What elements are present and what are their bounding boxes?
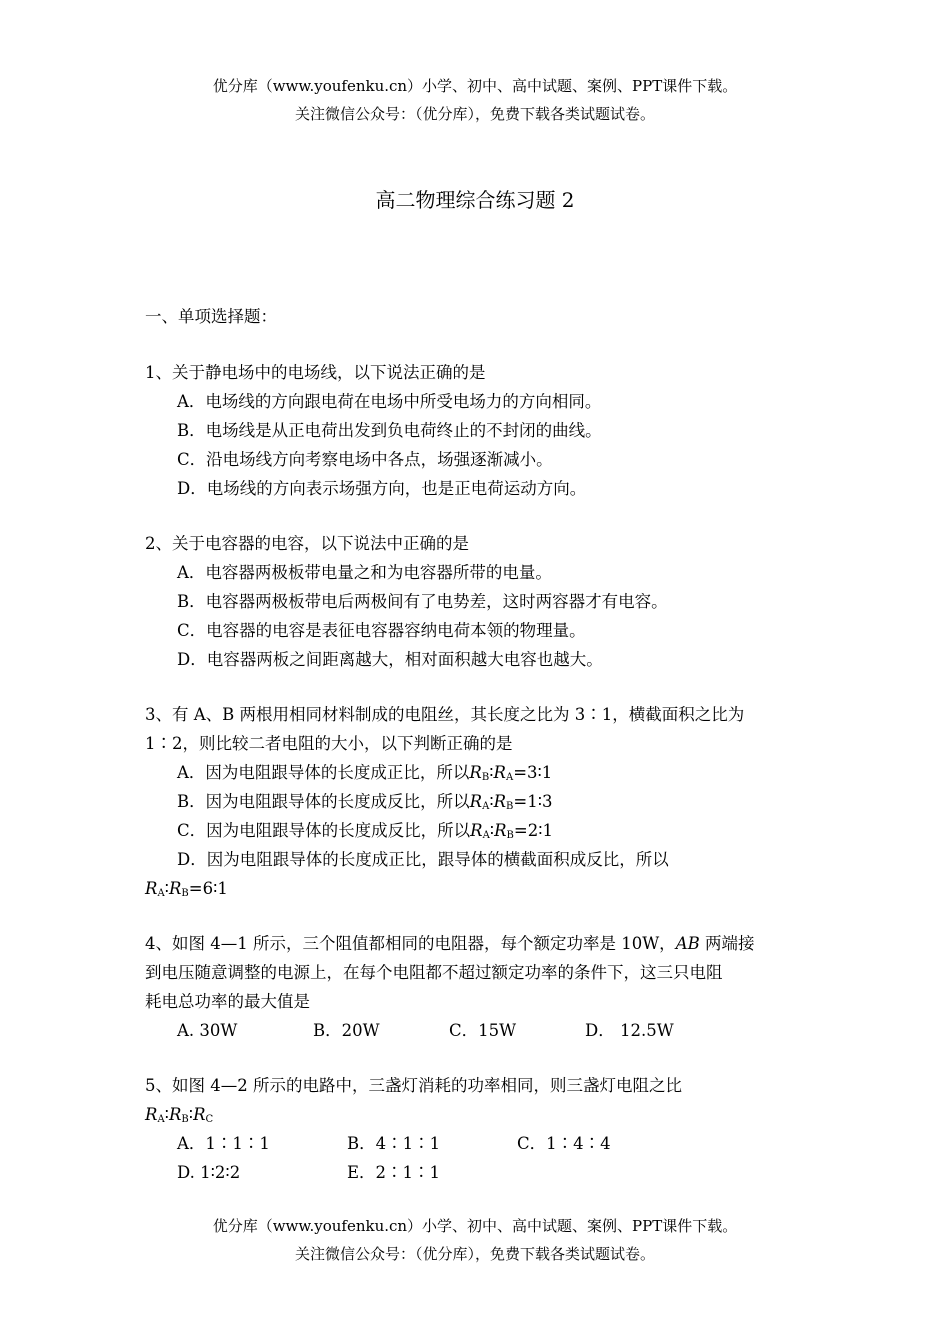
question-3: [145, 700, 815, 903]
option-b: [145, 787, 815, 816]
header-line-1: 优分库（www.youfenku.cn）小学、初中、高中试题、案例、PPT课件下载。: [212, 77, 738, 95]
option-d-ratio: $R_A∶R_B=6∶1$: [145, 879, 228, 899]
question-stem: 1、关于静电场中的电场线，以下说法正确的是: [145, 363, 486, 382]
option-d: D．因为电阻跟导体的长度成正比，跟导体的横截面积成反比，所以: [177, 850, 669, 869]
option-a: A. 30W: [177, 1021, 238, 1040]
option-c: C．电容器的电容是表征电容器容纳电荷本领的物理量。: [177, 621, 586, 640]
page-footer: [0, 1212, 950, 1268]
header-line-2: 关注微信公众号：（优分库），免费下载各类试题试卷。: [294, 105, 655, 123]
option-c: C．沿电场线方向考察电场中各点，场强逐渐减小。: [177, 450, 553, 469]
question-stem-line-1: 5、如图 4—2 所示的电路中，三盏灯消耗的功率相同，则三盏灯电阻之比: [145, 1076, 682, 1095]
option-text: B．因为电阻跟导体的长度成反比，所以: [177, 792, 470, 811]
option-a: A．电场线的方向跟电荷在电场中所受电场力的方向相同。: [177, 392, 602, 411]
option-b: B．20W: [313, 1021, 380, 1040]
options-row-2: [145, 1158, 815, 1187]
question-stem-line-2: 到电压随意调整的电源上，在每个电阻都不超过额定功率的条件下，这三只电阻: [145, 963, 723, 982]
option-e: E．2∶1∶1: [347, 1163, 441, 1182]
document-body: [145, 302, 815, 1213]
ratio-expression: $R_B∶R_A=3∶1$: [469, 763, 553, 783]
option-b: B．电场线是从正电荷出发到负电荷终止的不封闭的曲线。: [177, 421, 602, 440]
question-2: [145, 529, 815, 674]
question-stem-line-1: 4、如图 4—1 所示，三个阻值都相同的电阻器，每个额定功率是 10W，AB 两端接: [145, 934, 755, 953]
option-c: [145, 816, 815, 845]
option-d: D． 12.5W: [585, 1021, 674, 1040]
page-header: [0, 72, 950, 128]
option-d: D. 1∶2∶2: [177, 1163, 241, 1182]
option-d: D．电容器两板之间距离越大，相对面积越大电容也越大。: [177, 650, 603, 669]
option-c: C．1∶4∶4: [517, 1134, 611, 1153]
option-a: [145, 758, 815, 787]
option-text: C．因为电阻跟导体的长度成反比，所以: [177, 821, 471, 840]
options-row-1: [145, 1129, 815, 1158]
question-stem-line-1: 3、有 A、B 两根用相同材料制成的电阻丝，其长度之比为 3∶1，横截面积之比为: [145, 705, 745, 724]
option-b: B．电容器两极板带电后两极间有了电势差，这时两容器才有电容。: [177, 592, 668, 611]
page-title: 高二物理综合练习题 2: [375, 188, 575, 212]
options-row: [145, 1016, 815, 1045]
footer-line-2: 关注微信公众号：（优分库），免费下载各类试题试卷。: [294, 1245, 655, 1263]
question-stem: 2、关于电容器的电容，以下说法中正确的是: [145, 534, 469, 553]
question-stem-line-2: $R_A∶R_B∶R_C$: [145, 1105, 214, 1125]
option-d: D．电场线的方向表示场强方向，也是正电荷运动方向。: [177, 479, 587, 498]
ratio-expression: $R_A∶R_B=2∶1$: [470, 821, 554, 841]
footer-line-1: 优分库（www.youfenku.cn）小学、初中、高中试题、案例、PPT课件下载。: [212, 1217, 738, 1235]
question-1: [145, 358, 815, 503]
option-a: A．电容器两极板带电量之和为电容器所带的电量。: [177, 563, 552, 582]
question-stem-line-3: 耗电总功率的最大值是: [145, 992, 310, 1011]
option-a: A．1∶1∶1: [177, 1134, 270, 1153]
question-4: [145, 929, 815, 1045]
question-stem-line-2: 1∶2，则比较二者电阻的大小，以下判断正确的是: [145, 734, 513, 753]
option-text: A．因为电阻跟导体的长度成正比，所以: [177, 763, 470, 782]
option-b: B．4∶1∶1: [347, 1134, 441, 1153]
question-5: [145, 1071, 815, 1187]
option-c: C．15W: [449, 1021, 517, 1040]
section-heading: 一、单项选择题：: [145, 307, 277, 326]
ratio-expression: $R_A∶R_B=1∶3$: [469, 792, 553, 812]
